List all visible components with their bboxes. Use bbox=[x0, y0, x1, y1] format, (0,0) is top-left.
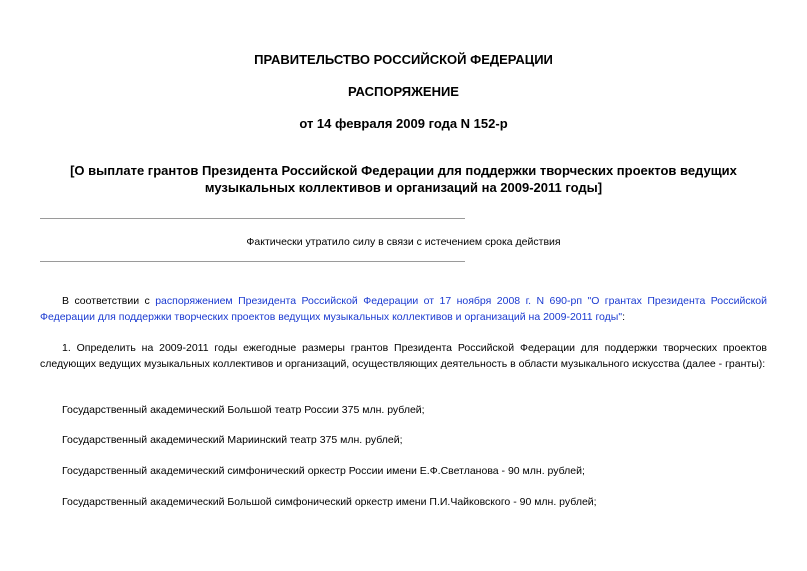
status-divider-bottom bbox=[40, 261, 465, 262]
grant-item: Государственный академический симфонический оркестр России имени Е.Ф.Светланова - 90 млн. рублей; bbox=[62, 465, 585, 477]
document-title: [О выплате грантов Президента Российской Федерации для поддержки творческих проектов ведущих музыкальных коллективов и организаций на 2009-2011 годы] bbox=[70, 163, 737, 195]
paragraph-1: 1. Определить на 2009-2011 годы ежегодные размеры грантов Президента Российской Федерации для поддержки творческих проектов следующих ведущих музыкальных коллективов и организаций, осуществляющих деятельность в области музыкального искусства (далее - гранты): bbox=[40, 342, 767, 370]
intro-paragraph bbox=[40, 293, 767, 325]
status-divider-top bbox=[40, 218, 465, 219]
government-heading: ПРАВИТЕЛЬСТВО РОССИЙСКОЙ ФЕДЕРАЦИИ bbox=[254, 52, 553, 67]
grant-item: Государственный академический Мариинский театр 375 млн. рублей; bbox=[62, 434, 403, 446]
grant-item: Государственный академический Большой театр России 375 млн. рублей; bbox=[62, 404, 425, 416]
intro-suffix: : bbox=[622, 311, 625, 323]
grant-item: Государственный академический Большой симфонический оркестр имени П.И.Чайковского - 90 млн. рублей; bbox=[62, 496, 597, 508]
presidential-order-link[interactable]: распоряжением Президента Российской Федерации от 17 ноября 2008 г. N 690-рп "О грантах Президента Российской Федерации для поддержки творческих проектов ведущих музыкальных коллективов и организаций на 2009-2011 годы" bbox=[40, 295, 768, 323]
document-status-note: Фактически утратило силу в связи с истечением срока действия bbox=[246, 236, 561, 248]
document-date-heading: от 14 февраля 2009 года N 152-р bbox=[299, 116, 508, 131]
document-type-heading: РАСПОРЯЖЕНИЕ bbox=[348, 84, 459, 99]
intro-prefix: В соответствии с bbox=[62, 295, 156, 307]
